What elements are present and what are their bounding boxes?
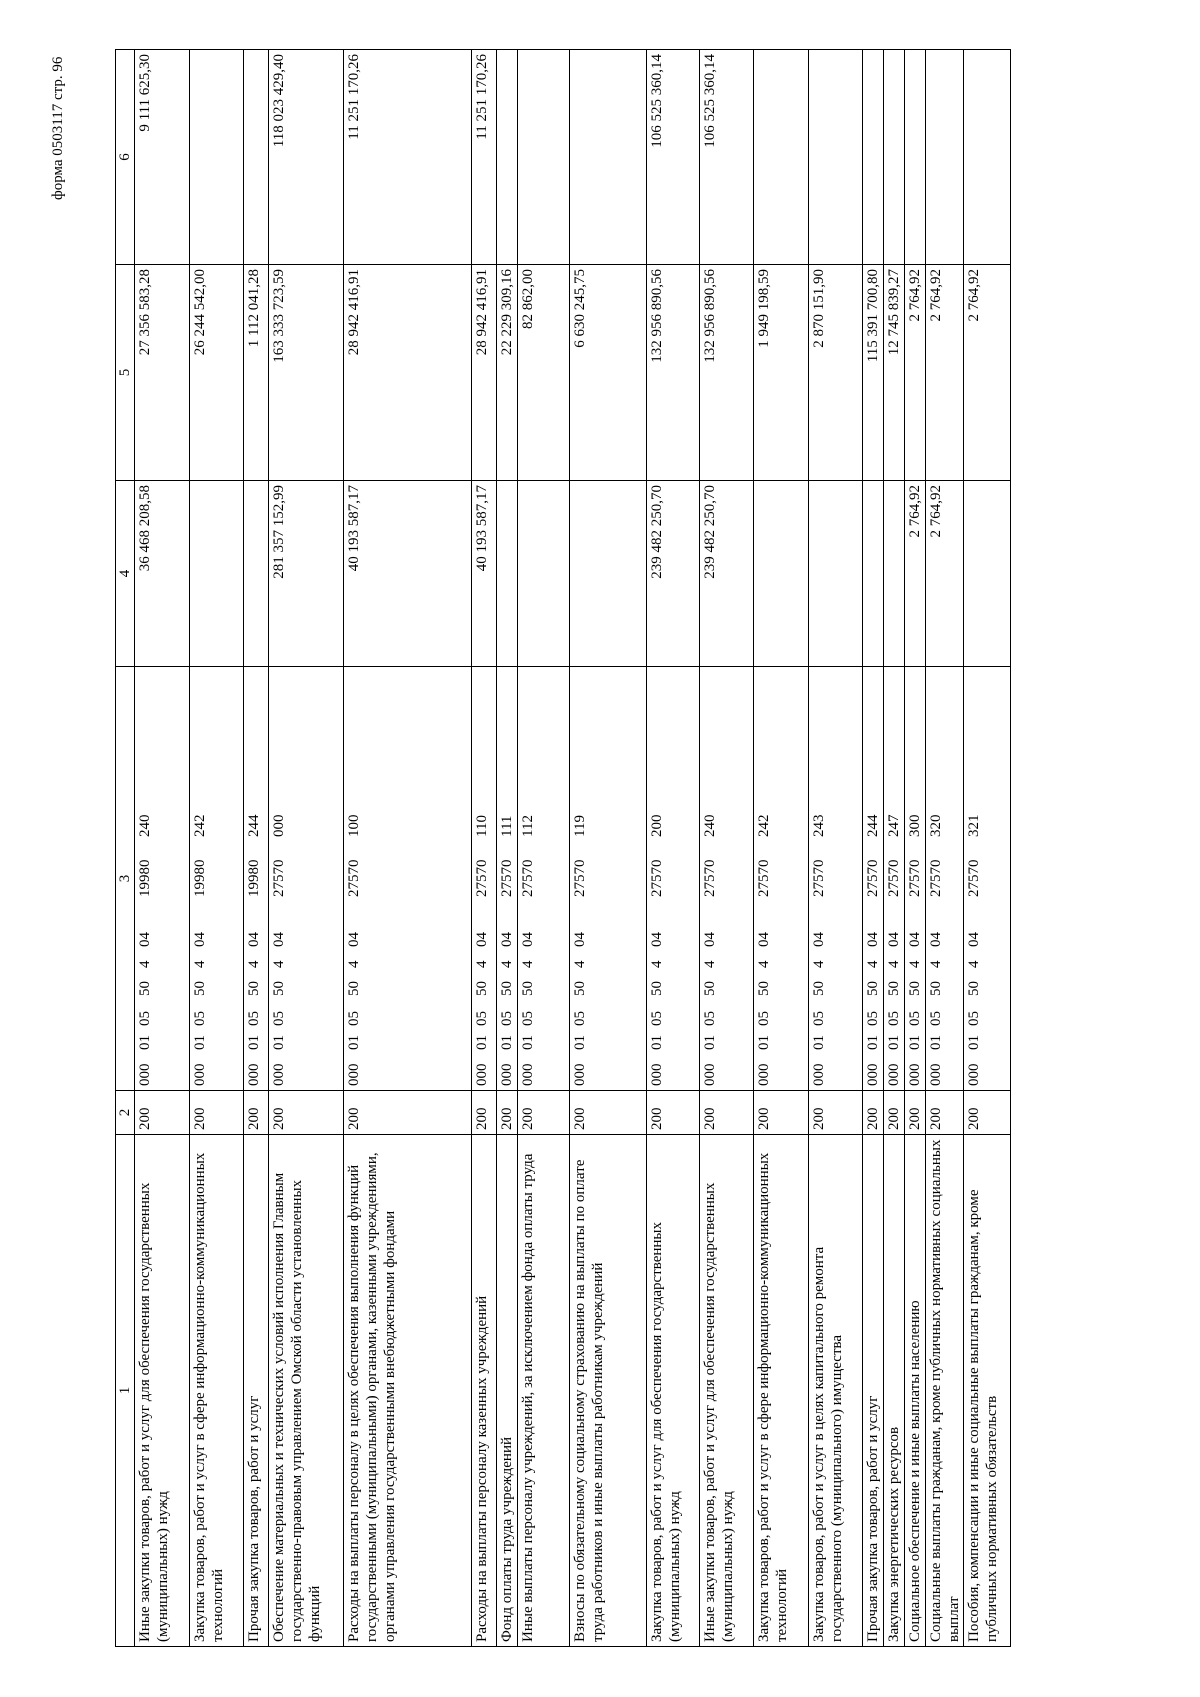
budget-code-part: 27570 — [271, 859, 287, 897]
budget-code-part: 000 — [499, 1063, 515, 1086]
table-row — [863, 50, 884, 1647]
budget-code-part: 000 — [907, 1063, 923, 1086]
row-budget-code-cell — [497, 667, 518, 1091]
budget-code-part: 4 — [886, 960, 902, 968]
budget-code-part: 27570 — [649, 859, 665, 897]
budget-code-part: 27570 — [886, 859, 902, 897]
budget-code-part: 000 — [702, 1063, 718, 1086]
row-unexecuted-amount-cell: 9 111 625,30 — [135, 50, 190, 265]
row-name-cell: Иные выплаты персоналу учреждений, за исключением фонда оплаты труда — [518, 1135, 570, 1647]
row-unexecuted-amount-cell: 11 251 170,26 — [472, 50, 497, 265]
budget-code-part: 000 — [572, 1063, 588, 1086]
row-executed-amount-cell: 26 244 542,00 — [190, 265, 244, 481]
header-cell-col-3: 3 — [116, 667, 135, 1091]
table-row — [190, 50, 244, 1647]
row-line-code-cell: 200 — [964, 1091, 1011, 1135]
table-row — [570, 50, 647, 1647]
budget-code-part: 4 — [649, 960, 665, 968]
budget-code-part: 000 — [756, 1063, 772, 1086]
budget-code-part: 01 — [246, 1035, 262, 1050]
row-executed-amount-cell: 2 764,92 — [905, 265, 926, 481]
budget-code-part: 27570 — [907, 859, 923, 897]
budget-code-part: 244 — [865, 814, 881, 837]
budget-code-part: 27570 — [756, 859, 772, 897]
row-budget-code-cell — [244, 667, 269, 1091]
budget-code-part: 05 — [192, 1011, 208, 1026]
table-row — [754, 50, 809, 1647]
budget-code-part: 27570 — [928, 859, 944, 897]
row-approved-amount-cell: 40 193 587,17 — [472, 481, 497, 667]
budget-code-part: 05 — [346, 1011, 362, 1026]
row-line-code-cell: 200 — [570, 1091, 647, 1135]
budget-code-part: 04 — [520, 932, 536, 947]
row-line-code-cell: 200 — [344, 1091, 472, 1135]
budget-code-part: 000 — [192, 1063, 208, 1086]
budget-code-part: 000 — [137, 1063, 153, 1086]
row-budget-code-cell — [884, 667, 905, 1091]
row-approved-amount-cell — [190, 481, 244, 667]
budget-code-part: 000 — [811, 1063, 827, 1086]
budget-code-part: 000 — [474, 1063, 490, 1086]
budget-code-part: 01 — [192, 1035, 208, 1050]
row-approved-amount-cell: 239 482 250,70 — [700, 481, 754, 667]
budget-code-part: 27570 — [966, 859, 982, 897]
budget-code-part: 05 — [649, 1011, 665, 1026]
row-line-code-cell: 200 — [472, 1091, 497, 1135]
budget-code-part: 05 — [572, 1011, 588, 1026]
budget-code-part: 50 — [928, 981, 944, 996]
budget-code-part: 05 — [246, 1011, 262, 1026]
row-line-code-cell: 200 — [863, 1091, 884, 1135]
budget-code-part: 200 — [649, 814, 665, 837]
row-line-code-cell: 200 — [754, 1091, 809, 1135]
budget-code-part: 50 — [137, 981, 153, 996]
budget-code-part: 27570 — [499, 859, 515, 897]
budget-code-part: 50 — [271, 981, 287, 996]
row-unexecuted-amount-cell — [244, 50, 269, 265]
budget-code-part: 04 — [271, 932, 287, 947]
budget-code-part: 50 — [572, 981, 588, 996]
budget-execution-table — [115, 49, 1011, 1647]
budget-code-part: 05 — [811, 1011, 827, 1026]
budget-code-part: 000 — [346, 1063, 362, 1086]
budget-code-part: 01 — [702, 1035, 718, 1050]
row-name-cell: Прочая закупка товаров, работ и услуг — [244, 1135, 269, 1647]
row-executed-amount-cell: 12 745 839,27 — [884, 265, 905, 481]
budget-code-part: 000 — [271, 1063, 287, 1086]
budget-code-part: 04 — [907, 932, 923, 947]
row-executed-amount-cell: 82 862,00 — [518, 265, 570, 481]
row-line-code-cell: 200 — [244, 1091, 269, 1135]
budget-code-part: 05 — [702, 1011, 718, 1026]
row-executed-amount-cell: 22 229 309,16 — [497, 265, 518, 481]
row-approved-amount-cell — [964, 481, 1011, 667]
budget-code-part: 110 — [474, 815, 490, 837]
row-budget-code-cell — [863, 667, 884, 1091]
budget-code-part: 04 — [865, 932, 881, 947]
budget-code-part: 240 — [702, 814, 718, 837]
row-approved-amount-cell — [863, 481, 884, 667]
row-name-cell: Закупка энергетических ресурсов — [884, 1135, 905, 1647]
budget-code-part: 4 — [474, 960, 490, 968]
budget-code-part: 05 — [271, 1011, 287, 1026]
row-unexecuted-amount-cell — [964, 50, 1011, 265]
row-budget-code-cell — [926, 667, 964, 1091]
budget-code-part: 242 — [756, 814, 772, 837]
row-budget-code-cell — [518, 667, 570, 1091]
budget-code-part: 01 — [572, 1035, 588, 1050]
budget-code-part: 01 — [474, 1035, 490, 1050]
budget-code-part: 01 — [966, 1035, 982, 1050]
row-line-code-cell: 200 — [884, 1091, 905, 1135]
header-cell-col-6: 6 — [116, 50, 135, 265]
budget-code-part: 4 — [520, 960, 536, 968]
budget-code-part: 19980 — [137, 859, 153, 897]
budget-code-part: 4 — [966, 960, 982, 968]
row-unexecuted-amount-cell — [570, 50, 647, 265]
table-header-row — [116, 50, 135, 1647]
budget-code-part: 04 — [928, 932, 944, 947]
row-approved-amount-cell — [809, 481, 863, 667]
row-executed-amount-cell: 28 942 416,91 — [344, 265, 472, 481]
budget-code-part: 05 — [137, 1011, 153, 1026]
row-executed-amount-cell: 132 956 890,56 — [700, 265, 754, 481]
row-executed-amount-cell: 163 333 723,59 — [269, 265, 344, 481]
row-unexecuted-amount-cell — [809, 50, 863, 265]
table-row — [926, 50, 964, 1647]
budget-code-part: 4 — [346, 960, 362, 968]
budget-code-part: 50 — [907, 981, 923, 996]
budget-code-part: 05 — [966, 1011, 982, 1026]
row-executed-amount-cell: 2 764,92 — [964, 265, 1011, 481]
budget-code-part: 50 — [811, 981, 827, 996]
budget-code-part: 04 — [572, 932, 588, 947]
budget-code-part: 05 — [928, 1011, 944, 1026]
row-executed-amount-cell: 2 764,92 — [926, 265, 964, 481]
table-body — [135, 50, 1011, 1647]
row-approved-amount-cell — [518, 481, 570, 667]
budget-code-part: 27570 — [572, 859, 588, 897]
row-unexecuted-amount-cell: 106 525 360,14 — [647, 50, 700, 265]
budget-code-part: 27570 — [346, 859, 362, 897]
row-name-cell: Пособия, компенсации и иные социальные выплаты гражданам, кроме публичных нормативных обязательств — [964, 1135, 1011, 1647]
budget-code-part: 000 — [271, 814, 287, 837]
row-budget-code-cell — [570, 667, 647, 1091]
budget-code-part: 4 — [572, 960, 588, 968]
budget-code-part: 4 — [702, 960, 718, 968]
row-budget-code-cell — [269, 667, 344, 1091]
row-executed-amount-cell: 2 870 151,90 — [809, 265, 863, 481]
row-line-code-cell: 200 — [518, 1091, 570, 1135]
row-name-cell: Закупка товаров, работ и услуг в сфере информационно-коммуникационных технологий — [754, 1135, 809, 1647]
row-approved-amount-cell — [884, 481, 905, 667]
budget-code-part: 111 — [499, 815, 515, 837]
row-approved-amount-cell: 281 357 152,99 — [269, 481, 344, 667]
header-cell-col-1: 1 — [116, 1135, 135, 1647]
row-approved-amount-cell: 36 468 208,58 — [135, 481, 190, 667]
row-approved-amount-cell — [244, 481, 269, 667]
budget-code-part: 50 — [246, 981, 262, 996]
table-row — [647, 50, 700, 1647]
budget-code-part: 27570 — [520, 859, 536, 897]
row-executed-amount-cell: 27 356 583,28 — [135, 265, 190, 481]
budget-code-part: 4 — [865, 960, 881, 968]
table-row — [244, 50, 269, 1647]
budget-code-part: 04 — [246, 932, 262, 947]
budget-code-part: 04 — [756, 932, 772, 947]
budget-code-part: 04 — [137, 932, 153, 947]
table-row — [135, 50, 190, 1647]
budget-code-part: 000 — [886, 1063, 902, 1086]
budget-code-part: 01 — [346, 1035, 362, 1050]
row-executed-amount-cell: 28 942 416,91 — [472, 265, 497, 481]
row-approved-amount-cell: 239 482 250,70 — [647, 481, 700, 667]
budget-code-part: 01 — [811, 1035, 827, 1050]
budget-code-part: 000 — [966, 1063, 982, 1086]
header-cell-col-2: 2 — [116, 1091, 135, 1135]
row-name-cell: Закупка товаров, работ и услуг в целях капитального ремонта государственного (муниципального) имущества — [809, 1135, 863, 1647]
budget-code-part: 01 — [649, 1035, 665, 1050]
budget-code-part: 4 — [271, 960, 287, 968]
row-unexecuted-amount-cell — [754, 50, 809, 265]
row-name-cell: Обеспечение материальных и технических условий исполнения Главным государственно-правовым управлением Омской области установленных функций — [269, 1135, 344, 1647]
budget-code-part: 04 — [192, 932, 208, 947]
budget-code-part: 05 — [474, 1011, 490, 1026]
row-name-cell: Расходы на выплаты персоналу казенных учреждений — [472, 1135, 497, 1647]
budget-code-part: 50 — [702, 981, 718, 996]
budget-code-part: 05 — [886, 1011, 902, 1026]
budget-code-part: 05 — [520, 1011, 536, 1026]
budget-code-part: 01 — [928, 1035, 944, 1050]
budget-code-part: 04 — [966, 932, 982, 947]
row-unexecuted-amount-cell — [518, 50, 570, 265]
row-name-cell: Расходы на выплаты персоналу в целях обеспечения выполнения функций государственными (муниципальными) органами, казенными учреждениями, органами управления государственными внебюджетными фондами — [344, 1135, 472, 1647]
row-unexecuted-amount-cell: 106 525 360,14 — [700, 50, 754, 265]
budget-code-part: 04 — [649, 932, 665, 947]
row-unexecuted-amount-cell — [905, 50, 926, 265]
row-unexecuted-amount-cell: 11 251 170,26 — [344, 50, 472, 265]
budget-code-part: 05 — [756, 1011, 772, 1026]
table-row — [700, 50, 754, 1647]
row-approved-amount-cell: 2 764,92 — [926, 481, 964, 667]
budget-code-part: 27570 — [474, 859, 490, 897]
budget-code-part: 240 — [137, 814, 153, 837]
row-budget-code-cell — [647, 667, 700, 1091]
budget-code-part: 04 — [474, 932, 490, 947]
budget-code-part: 300 — [907, 814, 923, 837]
row-approved-amount-cell — [754, 481, 809, 667]
table-row — [884, 50, 905, 1647]
row-line-code-cell: 200 — [700, 1091, 754, 1135]
budget-code-part: 50 — [756, 981, 772, 996]
row-unexecuted-amount-cell — [497, 50, 518, 265]
budget-code-part: 50 — [192, 981, 208, 996]
row-unexecuted-amount-cell: 118 023 429,40 — [269, 50, 344, 265]
budget-code-part: 4 — [756, 960, 772, 968]
budget-code-part: 4 — [137, 960, 153, 968]
budget-code-part: 50 — [474, 981, 490, 996]
row-line-code-cell: 200 — [926, 1091, 964, 1135]
budget-code-part: 01 — [886, 1035, 902, 1050]
budget-code-part: 01 — [271, 1035, 287, 1050]
row-line-code-cell: 200 — [269, 1091, 344, 1135]
row-budget-code-cell — [700, 667, 754, 1091]
budget-code-part: 04 — [702, 932, 718, 947]
row-budget-code-cell — [135, 667, 190, 1091]
budget-code-part: 4 — [246, 960, 262, 968]
budget-code-part: 50 — [520, 981, 536, 996]
row-name-cell: Закупка товаров, работ и услуг для обеспечения государственных (муниципальных) нужд — [647, 1135, 700, 1647]
budget-code-part: 119 — [572, 815, 588, 837]
budget-code-part: 01 — [907, 1035, 923, 1050]
budget-code-part: 244 — [246, 814, 262, 837]
row-executed-amount-cell: 1 949 198,59 — [754, 265, 809, 481]
table-row — [809, 50, 863, 1647]
header-cell-col-5: 5 — [116, 265, 135, 481]
budget-code-part: 50 — [346, 981, 362, 996]
row-unexecuted-amount-cell — [863, 50, 884, 265]
budget-code-part: 242 — [192, 814, 208, 837]
budget-code-part: 4 — [192, 960, 208, 968]
row-name-cell: Иные закупки товаров, работ и услуг для обеспечения государственных (муниципальных) нужд — [135, 1135, 190, 1647]
header-cell-col-4: 4 — [116, 481, 135, 667]
table-row — [518, 50, 570, 1647]
budget-code-part: 05 — [499, 1011, 515, 1026]
budget-code-part: 320 — [928, 814, 944, 837]
row-name-cell: Социальное обеспечение и иные выплаты населению — [905, 1135, 926, 1647]
row-approved-amount-cell — [570, 481, 647, 667]
row-name-cell: Социальные выплаты гражданам, кроме публичных нормативных социальных выплат — [926, 1135, 964, 1647]
budget-code-part: 243 — [811, 814, 827, 837]
budget-code-part: 01 — [137, 1035, 153, 1050]
row-executed-amount-cell: 1 112 041,28 — [244, 265, 269, 481]
row-budget-code-cell — [344, 667, 472, 1091]
row-name-cell: Прочая закупка товаров, работ и услуг — [863, 1135, 884, 1647]
budget-code-part: 05 — [865, 1011, 881, 1026]
budget-code-part: 50 — [966, 981, 982, 996]
budget-code-part: 27570 — [811, 859, 827, 897]
budget-code-part: 000 — [865, 1063, 881, 1086]
budget-code-part: 000 — [246, 1063, 262, 1086]
row-name-cell: Взносы по обязательному социальному страхованию на выплаты по оплате труда работников и иные выплаты работникам учреждений — [570, 1135, 647, 1647]
row-approved-amount-cell — [497, 481, 518, 667]
budget-code-part: 27570 — [702, 859, 718, 897]
row-unexecuted-amount-cell — [926, 50, 964, 265]
budget-code-part: 50 — [499, 981, 515, 996]
budget-code-part: 01 — [865, 1035, 881, 1050]
row-budget-code-cell — [472, 667, 497, 1091]
row-budget-code-cell — [809, 667, 863, 1091]
row-line-code-cell: 200 — [135, 1091, 190, 1135]
table-row — [964, 50, 1011, 1647]
budget-code-part: 50 — [865, 981, 881, 996]
budget-code-part: 247 — [886, 814, 902, 837]
row-budget-code-cell — [964, 667, 1011, 1091]
budget-code-part: 100 — [346, 814, 362, 837]
row-budget-code-cell — [190, 667, 244, 1091]
budget-code-part: 19980 — [246, 859, 262, 897]
row-executed-amount-cell: 6 630 245,75 — [570, 265, 647, 481]
budget-code-part: 04 — [886, 932, 902, 947]
table-row — [269, 50, 344, 1647]
row-line-code-cell: 200 — [809, 1091, 863, 1135]
row-executed-amount-cell: 132 956 890,56 — [647, 265, 700, 481]
budget-code-part: 112 — [520, 815, 536, 837]
budget-code-part: 000 — [649, 1063, 665, 1086]
budget-code-part: 04 — [499, 932, 515, 947]
row-budget-code-cell — [905, 667, 926, 1091]
row-unexecuted-amount-cell — [190, 50, 244, 265]
row-budget-code-cell — [754, 667, 809, 1091]
budget-code-part: 321 — [966, 814, 982, 837]
table-row — [497, 50, 518, 1647]
form-page-label: форма 0503117 стр. 96 — [50, 56, 66, 200]
row-line-code-cell: 200 — [647, 1091, 700, 1135]
row-approved-amount-cell: 2 764,92 — [905, 481, 926, 667]
budget-code-part: 000 — [928, 1063, 944, 1086]
budget-code-part: 000 — [520, 1063, 536, 1086]
row-line-code-cell: 200 — [497, 1091, 518, 1135]
budget-code-part: 4 — [907, 960, 923, 968]
table-row — [472, 50, 497, 1647]
row-executed-amount-cell: 115 391 700,80 — [863, 265, 884, 481]
rotated-page-content — [115, 50, 1200, 1647]
row-line-code-cell: 200 — [905, 1091, 926, 1135]
budget-code-part: 27570 — [865, 859, 881, 897]
row-approved-amount-cell: 40 193 587,17 — [344, 481, 472, 667]
row-line-code-cell: 200 — [190, 1091, 244, 1135]
budget-code-part: 01 — [520, 1035, 536, 1050]
budget-code-part: 19980 — [192, 859, 208, 897]
row-unexecuted-amount-cell — [884, 50, 905, 265]
table-row — [905, 50, 926, 1647]
budget-code-part: 4 — [499, 960, 515, 968]
budget-code-part: 01 — [756, 1035, 772, 1050]
row-name-cell: Закупка товаров, работ и услуг в сфере информационно-коммуникационных технологий — [190, 1135, 244, 1647]
budget-code-part: 04 — [811, 932, 827, 947]
budget-code-part: 05 — [907, 1011, 923, 1026]
table-row — [344, 50, 472, 1647]
budget-code-part: 50 — [649, 981, 665, 996]
budget-code-part: 4 — [811, 960, 827, 968]
row-name-cell: Иные закупки товаров, работ и услуг для обеспечения государственных (муниципальных) нужд — [700, 1135, 754, 1647]
budget-code-part: 04 — [346, 932, 362, 947]
budget-code-part: 50 — [886, 981, 902, 996]
row-name-cell: Фонд оплаты труда учреждений — [497, 1135, 518, 1647]
budget-code-part: 4 — [928, 960, 944, 968]
budget-code-part: 01 — [499, 1035, 515, 1050]
